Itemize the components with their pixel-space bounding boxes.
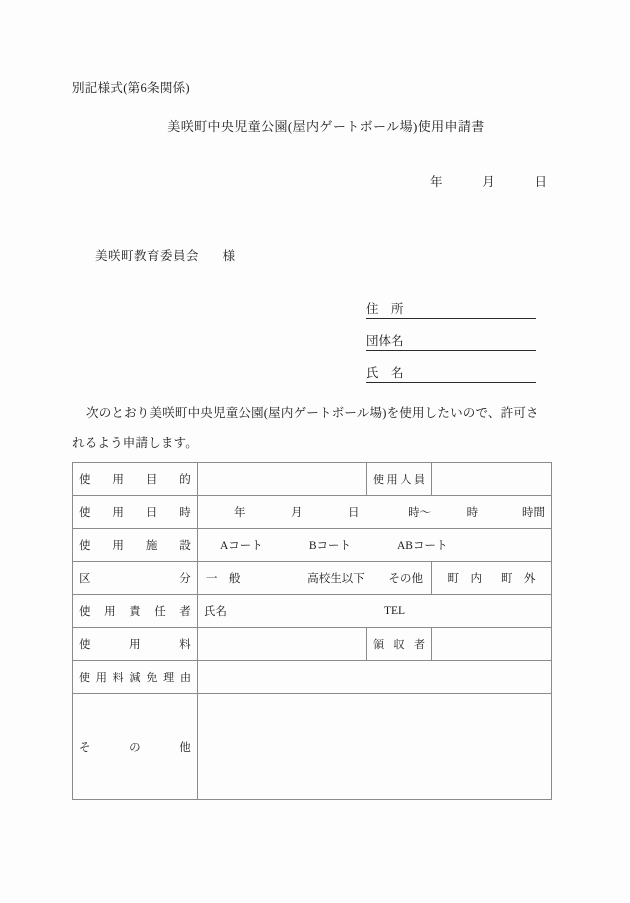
facility-label: 使用施設	[73, 529, 198, 562]
responsible-name-label: 氏名	[204, 606, 227, 618]
category-option-other[interactable]: その他	[388, 573, 423, 585]
date-year-label: 年	[430, 175, 444, 189]
applicant-group-label: 団体名	[366, 334, 404, 348]
applicant-group-row	[366, 329, 536, 351]
facility-option-b-court[interactable]: Bコート	[308, 540, 351, 552]
table-row-category	[73, 562, 552, 595]
applicant-name-row	[366, 361, 536, 383]
facility-options-cell	[198, 529, 552, 562]
table-row-responsible	[73, 595, 552, 628]
people-count-value[interactable]	[432, 463, 552, 496]
addressee-honorific: 様	[222, 249, 236, 263]
fee-receiver-label: 領収者	[367, 628, 432, 661]
exemption-label: 使用料減免理由	[73, 661, 198, 694]
datetime-time-to: 時	[466, 507, 479, 519]
table-row-datetime	[73, 496, 552, 529]
applicant-group-value[interactable]	[404, 332, 536, 350]
form-number: 別記様式(第6条関係)	[72, 81, 190, 95]
datetime-value-cell[interactable]	[198, 496, 552, 529]
exemption-value[interactable]	[198, 661, 552, 694]
datetime-label: 使用日時	[73, 496, 198, 529]
category-option-general[interactable]: 一 般	[206, 573, 241, 585]
table-row-other	[73, 694, 552, 800]
applicant-address-value[interactable]	[404, 300, 536, 318]
addressee-name: 美咲町教育委員会	[95, 249, 200, 263]
people-count-label: 使用人員	[367, 463, 432, 496]
table-row-fee	[73, 628, 552, 661]
responsible-label: 使用責任者	[73, 595, 198, 628]
facility-option-a-court[interactable]: Aコート	[220, 540, 263, 552]
category-option-highschool-or-under[interactable]: 高校生以下	[307, 573, 365, 585]
category-area-cell	[432, 562, 552, 595]
date-line	[430, 172, 548, 190]
applicant-name-label: 氏 名	[366, 366, 404, 380]
category-area-in-town[interactable]: 町 内	[447, 573, 482, 585]
date-month-label: 月	[482, 175, 496, 189]
fee-receiver-value[interactable]	[432, 628, 552, 661]
datetime-day: 日	[347, 507, 360, 519]
datetime-year: 年	[234, 507, 246, 519]
datetime-time-from: 時～	[408, 507, 432, 519]
application-form-table	[72, 462, 552, 800]
applicant-address-label: 住 所	[366, 302, 404, 316]
category-label: 区分	[73, 562, 198, 595]
table-row-purpose	[73, 463, 552, 496]
datetime-month: 月	[290, 507, 303, 519]
category-options-cell	[198, 562, 432, 595]
page-title: 美咲町中央児童公園(屋内ゲートボール場)使用申請書	[167, 119, 485, 134]
table-row-facility	[73, 529, 552, 562]
purpose-label: 使用目的	[73, 463, 198, 496]
table-row-exemption	[73, 661, 552, 694]
applicant-block	[366, 297, 536, 393]
other-value[interactable]	[198, 694, 552, 800]
category-area-out-town[interactable]: 町 外	[501, 573, 536, 585]
responsible-value-cell[interactable]	[198, 595, 552, 628]
fee-value[interactable]	[198, 628, 367, 661]
applicant-name-value[interactable]	[404, 364, 536, 382]
applicant-address-row	[366, 297, 536, 319]
responsible-tel-label: TEL	[384, 605, 406, 617]
fee-label: 使用料	[73, 628, 198, 661]
body-paragraph: 次のとおり美咲町中央児童公園(屋内ゲートボール場)を使用したいので、許可されるよう申請します。	[72, 406, 539, 450]
facility-option-ab-court[interactable]: ABコート	[396, 540, 448, 552]
purpose-value[interactable]	[198, 463, 367, 496]
other-label: その他	[73, 694, 198, 800]
addressee	[95, 246, 236, 264]
datetime-hours: 時間	[522, 507, 545, 519]
date-day-label: 日	[534, 175, 548, 189]
